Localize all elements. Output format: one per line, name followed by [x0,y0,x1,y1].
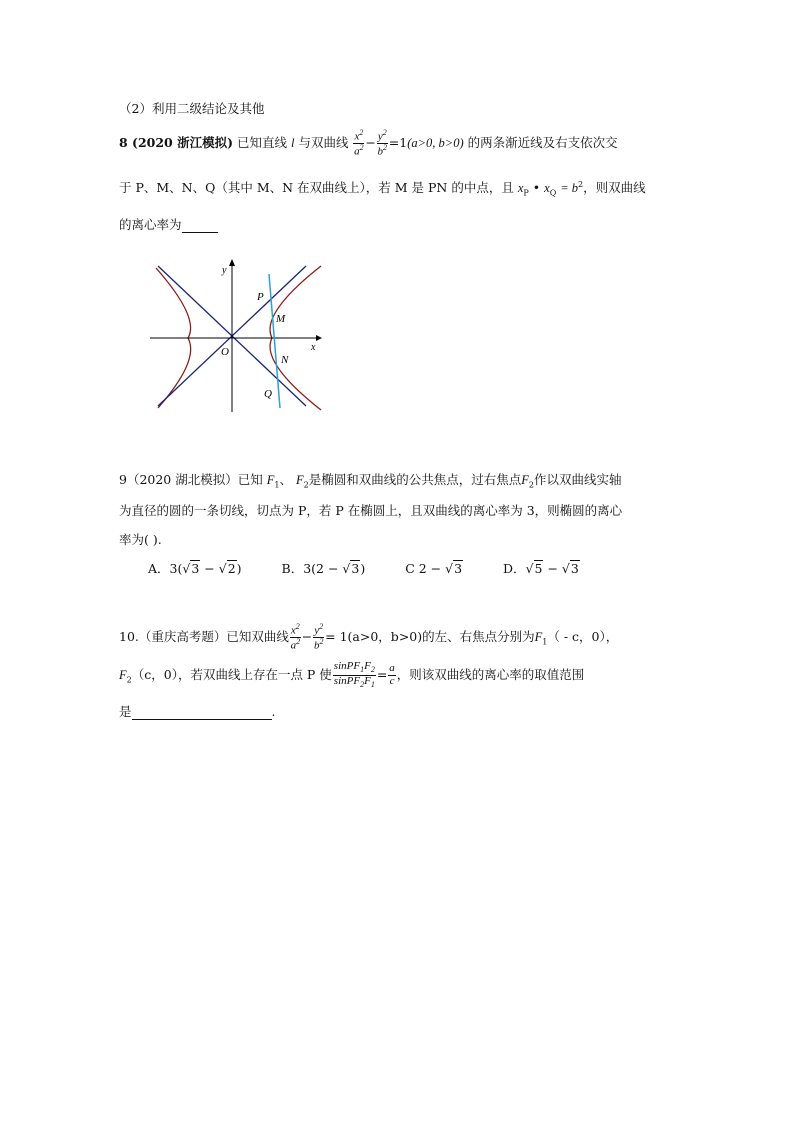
axis-x-label: x [311,342,316,353]
hyperbola-figure [146,256,326,416]
question-9-line-1: 9（2020 湖北模拟）已知 $F_1$、 $F_2$是椭圆和双曲线的公共焦点，过右焦点$F_2$作以双曲线实轴 [119,472,622,490]
answer-blank-8[interactable] [182,217,218,233]
question-8-line-3: 的离心率为 [119,215,218,233]
option-b[interactable]: B．3(2 − √3) [281,561,366,576]
option-a[interactable]: A．3(√3 − √2) [148,561,242,576]
fraction-sine-ratio: $\frac{sinPF_1F_2}{sinPF_2F_1}$ [333,660,375,690]
question-10-line-3: 是 . [119,704,276,719]
fraction-y2-b2-q10: $\frac{y^2}{b^2}$ [313,621,324,652]
section-heading: （2）利用二级结论及其他 [119,101,265,116]
fraction-x2-a2-q10: $\frac{x^2}{a^2}$ [290,621,301,652]
question-10-line-1: 10.（重庆高考题）已知双曲线 $\frac{x^2}{a^2}$ − $\frac{y^2}{b^2}$ = 1(a>0，b>0)的左、右焦点分别为$F_1$（ - c，0）， [119,621,619,652]
question-8-label: 8 (2020 浙江模拟) [119,135,234,150]
answer-blank-10[interactable] [132,704,272,720]
point-Q-label: Q [264,388,272,400]
option-c[interactable]: C 2 − √3 [405,561,463,576]
fraction-y2-b2: $\frac{y^2}{b^2}$ [377,127,388,158]
question-9-line-3: 率为( ). [119,532,162,547]
point-N-label: N [281,354,289,366]
fraction-x2-a2: $\frac{x^2}{a^2}$ [354,127,364,158]
fraction-a-c: $\frac{a}{c}$ [389,662,395,687]
question-10-line-2: $F_2(c$，0），若双曲线上存在一点 P 使 $\frac{sinPF_1F_2}{sinPF_2F_1}$ = $\frac{a}{c}$ ，则该双曲线的离心率的取值范围 [119,660,585,690]
question-9-line-2: 为直径的圆的一条切线，切点为 P，若 P 在椭圆上，且双曲线的离心率为 3，则椭圆的离心 [119,503,623,518]
origin-label: O [221,346,229,358]
question-8-line-1: 8 (2020 浙江模拟) 已知直线 l 与双曲线 $\frac{x^2}{a^2}$ − $\frac{y^2}{b^2}$ =1(a>0, b>0) 的两条渐近线及右支依次交 [119,127,618,158]
option-d[interactable]: D．√5 − √3 [503,561,579,576]
point-P-label: P [257,291,264,303]
axis-y-label: y [222,265,227,276]
point-M-label: M [276,313,286,325]
question-8-line-2: 于 P、M、N、Q（其中 M、N 在双曲线上），若 M 是 PN 的中点，且 $x_P$ • $x_Q = b^2$，则双曲线 [119,179,646,198]
question-9-options [148,559,616,577]
